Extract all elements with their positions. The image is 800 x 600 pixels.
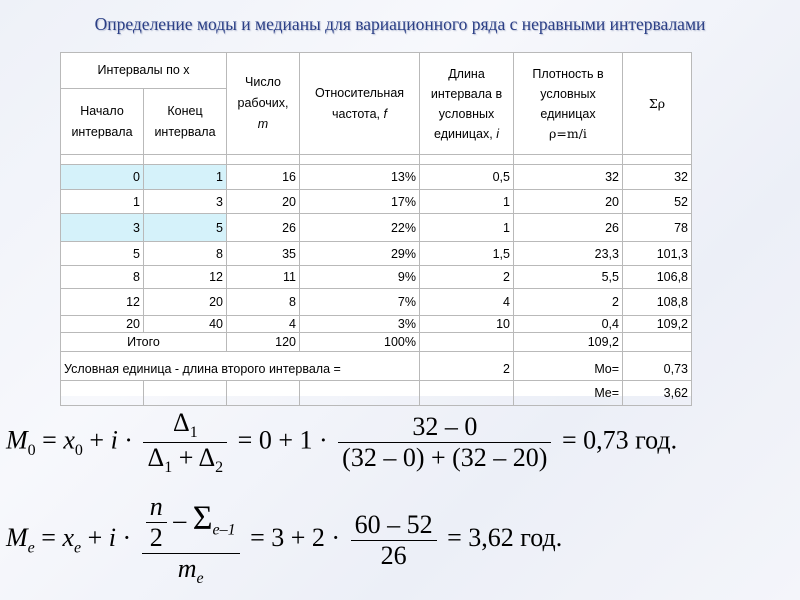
cell-start: 12 bbox=[61, 289, 144, 316]
cell-cumulative: 32 bbox=[623, 165, 692, 190]
empty-cell bbox=[420, 333, 514, 352]
spacer-cell bbox=[300, 155, 420, 165]
header-interval-length: Длина интервала в условных единицах, i bbox=[420, 53, 514, 155]
cell-density: 0,4 bbox=[514, 316, 623, 333]
table-row bbox=[61, 165, 692, 190]
cell-end: 8 bbox=[144, 242, 227, 266]
unit-row bbox=[61, 359, 692, 381]
unit-label: Условная единица - длина второго интервала = bbox=[61, 359, 420, 381]
cell-end: 3 bbox=[144, 190, 227, 214]
cell-length: 2 bbox=[420, 266, 514, 289]
cell-rel-freq: 29% bbox=[300, 242, 420, 266]
mode-delta-fraction: $\frac{\Delta_1}{\Delta_1 + \Delta_2}$ bbox=[143, 408, 227, 477]
cell-start: 1 bbox=[61, 190, 144, 214]
table-row bbox=[61, 242, 692, 266]
cell-rel-freq: 22% bbox=[300, 214, 420, 242]
empty-cell bbox=[623, 333, 692, 352]
cell-count: 26 bbox=[227, 214, 300, 242]
cell-end: 20 bbox=[144, 289, 227, 316]
cell-end: 40 bbox=[144, 316, 227, 333]
empty-cell bbox=[144, 381, 227, 406]
total-density: 109,2 bbox=[514, 333, 623, 352]
mode-value-fraction: $\frac{32 - 0}{(32 - 0) + (32 - 20)}$ bbox=[338, 412, 551, 473]
mode-formula: $M_0 = x_0 + i$ · $\frac{\Delta_1}{\Delta_1 + \Delta_2}$ = 0 + 1 · $\frac{32 - 0}{(32 - 0) + (32 - 20)}$ = 0,73 год. bbox=[6, 408, 678, 477]
cell-start: 0 bbox=[61, 165, 144, 190]
header-count: Число рабочих, m bbox=[227, 53, 300, 155]
cell-density: 20 bbox=[514, 190, 623, 214]
spacer-cell bbox=[61, 352, 420, 359]
spacer-cell bbox=[420, 352, 514, 359]
cell-length: 1 bbox=[420, 214, 514, 242]
cell-cumulative: 108,8 bbox=[623, 289, 692, 316]
table-row bbox=[61, 289, 692, 316]
mode-value: 0,73 bbox=[623, 359, 692, 381]
empty-cell bbox=[300, 381, 420, 406]
cell-cumulative: 106,8 bbox=[623, 266, 692, 289]
cell-length: 0,5 bbox=[420, 165, 514, 190]
cell-density: 5,5 bbox=[514, 266, 623, 289]
unit-value: 2 bbox=[420, 359, 514, 381]
cell-cumulative: 109,2 bbox=[623, 316, 692, 333]
cell-rel-freq: 7% bbox=[300, 289, 420, 316]
spacer-cell bbox=[623, 352, 692, 359]
median-label: Me= bbox=[514, 381, 623, 406]
cell-length: 1 bbox=[420, 190, 514, 214]
cell-length: 10 bbox=[420, 316, 514, 333]
cell-end: 12 bbox=[144, 266, 227, 289]
total-label: Итого bbox=[61, 333, 227, 352]
table-row bbox=[61, 266, 692, 289]
cell-rel-freq: 13% bbox=[300, 165, 420, 190]
cell-length: 1,5 bbox=[420, 242, 514, 266]
spacer-cell bbox=[227, 155, 300, 165]
cell-count: 16 bbox=[227, 165, 300, 190]
cell-density: 2 bbox=[514, 289, 623, 316]
cell-count: 8 bbox=[227, 289, 300, 316]
spacer-cell bbox=[514, 352, 623, 359]
cell-end: 1 bbox=[144, 165, 227, 190]
median-formula: $M_e = x_e + i$ · $\frac{n}{2}$ – $\Sigma_{e-1}$ $m_e$ = 3 + 2 · $\frac{60 - 52}{26}$ = 3,62 год. bbox=[6, 492, 563, 588]
median-value: 3,62 bbox=[623, 381, 692, 406]
variation-series-table bbox=[60, 52, 692, 406]
header-relative-frequency: Относительная частота, f bbox=[300, 53, 420, 155]
median-row bbox=[61, 381, 692, 406]
total-count: 120 bbox=[227, 333, 300, 352]
empty-cell bbox=[227, 381, 300, 406]
cell-rel-freq: 17% bbox=[300, 190, 420, 214]
cell-count: 35 bbox=[227, 242, 300, 266]
cell-count: 11 bbox=[227, 266, 300, 289]
cell-density: 26 bbox=[514, 214, 623, 242]
cell-length: 4 bbox=[420, 289, 514, 316]
cell-start: 5 bbox=[61, 242, 144, 266]
table-row bbox=[61, 190, 692, 214]
page-title: Определение моды и медианы для вариационного ряда с неравными интервалами bbox=[94, 14, 706, 34]
table-row bbox=[61, 214, 692, 242]
total-rel-freq: 100% bbox=[300, 333, 420, 352]
median-value-fraction: $\frac{60 - 52}{26}$ bbox=[351, 510, 437, 571]
header-cumulative-density: Σρ bbox=[623, 53, 692, 155]
cell-cumulative: 101,3 bbox=[623, 242, 692, 266]
header-interval-start: Начало интервала bbox=[61, 89, 144, 155]
header-interval-end: Конец интервала bbox=[144, 89, 227, 155]
spacer-cell bbox=[420, 155, 514, 165]
cell-density: 23,3 bbox=[514, 242, 623, 266]
cell-cumulative: 78 bbox=[623, 214, 692, 242]
spacer-cell bbox=[144, 155, 227, 165]
cell-start: 3 bbox=[61, 214, 144, 242]
cell-count: 4 bbox=[227, 316, 300, 333]
header-density: Плотность в условных единицах ρ=m/i bbox=[514, 53, 623, 155]
cell-end: 5 bbox=[144, 214, 227, 242]
mode-label: Mo= bbox=[514, 359, 623, 381]
empty-cell bbox=[61, 381, 144, 406]
median-general-fraction: $\frac{n}{2}$ – $\Sigma_{e-1}$ $m_e$ bbox=[142, 492, 240, 588]
cell-rel-freq: 3% bbox=[300, 316, 420, 333]
cell-cumulative: 52 bbox=[623, 190, 692, 214]
empty-cell bbox=[420, 381, 514, 406]
cell-start: 20 bbox=[61, 316, 144, 333]
spacer-cell bbox=[61, 155, 144, 165]
cell-count: 20 bbox=[227, 190, 300, 214]
total-row bbox=[61, 333, 692, 352]
header-intervals: Интервалы по x bbox=[61, 53, 227, 89]
cell-rel-freq: 9% bbox=[300, 266, 420, 289]
spacer-cell bbox=[514, 155, 623, 165]
spacer-cell bbox=[623, 155, 692, 165]
cell-start: 8 bbox=[61, 266, 144, 289]
table-row bbox=[61, 316, 692, 333]
cell-density: 32 bbox=[514, 165, 623, 190]
